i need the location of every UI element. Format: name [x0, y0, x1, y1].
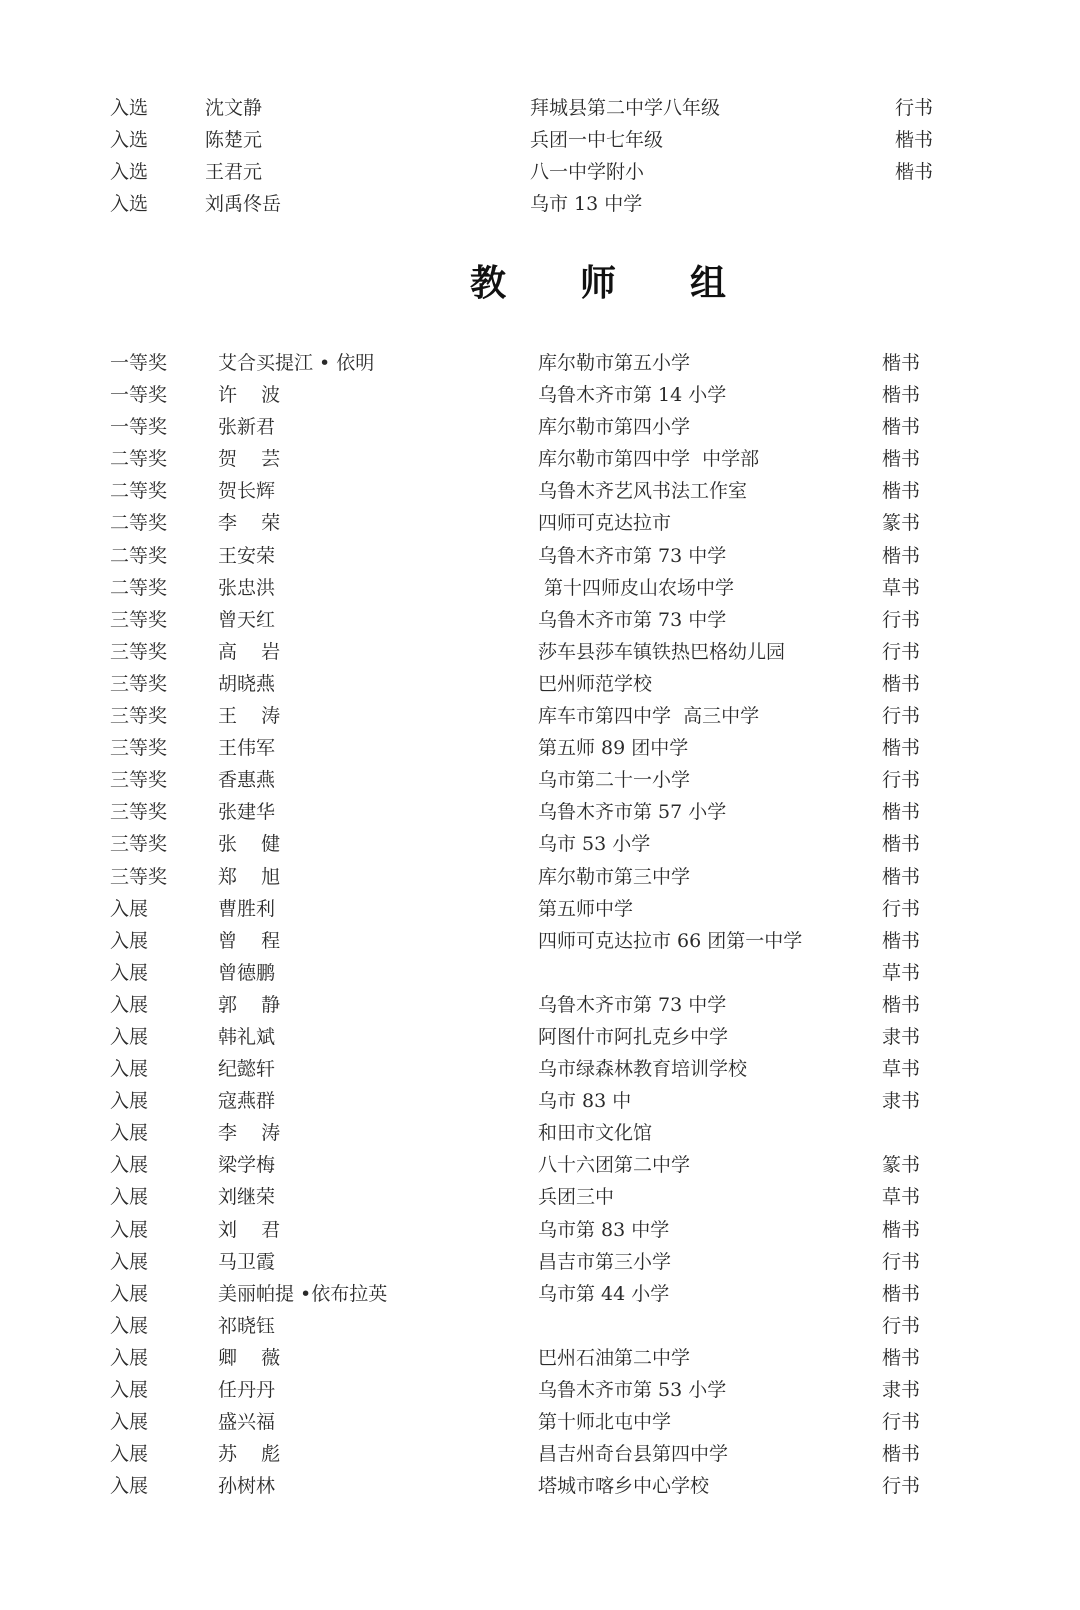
award-level: 入展 [110, 961, 149, 984]
school-name: 兵团三中 [538, 1186, 615, 1209]
list-item [110, 156, 950, 188]
winner-name: 刘禹佟岳 [205, 193, 282, 215]
calligraphy-style: 楷书 [882, 737, 921, 760]
list-item [110, 700, 950, 732]
calligraphy-style: 行书 [882, 1250, 921, 1273]
list-item [110, 668, 950, 700]
winner-name: 胡晓燕 [218, 672, 276, 695]
winner-name: 王安荣 [218, 544, 276, 567]
list-item [110, 828, 950, 860]
school-name: 乌鲁木齐市第 73 中学 [538, 544, 727, 567]
calligraphy-style: 行书 [882, 640, 921, 663]
school-name: 第十师北屯中学 [538, 1411, 672, 1434]
school-name: 乌市第 83 中学 [538, 1218, 670, 1241]
school-name: 乌鲁木齐市第 53 小学 [538, 1379, 727, 1401]
calligraphy-style: 楷书 [895, 129, 934, 151]
school-name: 库尔勒市第四中学 中学部 [538, 448, 760, 471]
winner-name: 任丹丹 [218, 1379, 276, 1401]
list-item [110, 1053, 950, 1085]
list-item [110, 124, 950, 156]
award-level: 入展 [110, 1218, 149, 1241]
calligraphy-style: 草书 [882, 1186, 921, 1209]
winner-name: 王伟军 [218, 737, 276, 760]
award-level: 入选 [110, 193, 149, 215]
award-level: 入展 [110, 1186, 149, 1209]
student-award-list [110, 92, 950, 220]
winner-name: 盛兴福 [218, 1411, 276, 1434]
award-level: 入展 [110, 1282, 149, 1305]
school-name: 库尔勒市第五小学 [538, 352, 691, 374]
winner-name: 寇燕群 [218, 1090, 276, 1113]
list-item [110, 1181, 950, 1213]
award-level: 入展 [110, 1379, 149, 1401]
calligraphy-style: 行书 [882, 1411, 921, 1434]
award-level: 入选 [110, 161, 149, 183]
school-name: 乌市 83 中 [538, 1090, 632, 1113]
award-level: 入展 [110, 1314, 149, 1337]
school-name: 乌鲁木齐市第 57 小学 [538, 801, 727, 824]
award-level: 入展 [110, 1090, 149, 1113]
list-item [110, 1406, 950, 1438]
award-level: 三等奖 [110, 705, 168, 728]
winner-name: 香惠燕 [218, 769, 276, 792]
winner-name: 郑 旭 [218, 865, 281, 888]
award-level: 入展 [110, 897, 149, 920]
winner-name: 郭 静 [218, 993, 281, 1016]
award-level: 一等奖 [110, 352, 168, 374]
list-item [110, 1085, 950, 1117]
list-item [110, 764, 950, 796]
award-level: 二等奖 [110, 512, 168, 535]
school-name: 巴州石油第二中学 [538, 1346, 691, 1369]
award-level: 二等奖 [110, 544, 168, 567]
calligraphy-style: 行书 [882, 608, 921, 631]
winner-name: 陈楚元 [205, 129, 263, 151]
school-name: 塔城市喀乡中心学校 [538, 1475, 710, 1498]
school-name: 阿图什市阿扎克乡中学 [538, 1025, 729, 1048]
school-name: 乌市第二十一小学 [538, 769, 691, 792]
winner-name: 沈文静 [205, 97, 263, 119]
winner-name: 曾天红 [218, 608, 276, 631]
award-level: 三等奖 [110, 672, 168, 695]
award-level: 入选 [110, 97, 149, 119]
calligraphy-style: 草书 [882, 961, 921, 984]
calligraphy-style: 行书 [882, 1475, 921, 1498]
school-name: 乌市 13 中学 [530, 193, 643, 215]
calligraphy-style: 楷书 [882, 929, 921, 952]
winner-name: 王 涛 [218, 705, 281, 728]
calligraphy-style: 篆书 [882, 512, 921, 535]
calligraphy-style: 行书 [895, 97, 934, 119]
calligraphy-style: 楷书 [882, 1218, 921, 1241]
section-title-teacher-group [0, 258, 1080, 308]
list-item [110, 443, 950, 475]
winner-name: 孙树林 [218, 1475, 276, 1498]
calligraphy-style: 楷书 [882, 384, 921, 407]
award-level: 三等奖 [110, 608, 168, 631]
list-item [110, 925, 950, 957]
winner-name: 许 波 [218, 384, 281, 407]
award-level: 一等奖 [110, 416, 168, 439]
list-item [110, 1374, 950, 1406]
award-level: 入选 [110, 129, 149, 151]
list-item [110, 1342, 950, 1374]
award-level: 入展 [110, 1058, 149, 1081]
calligraphy-style: 篆书 [882, 1154, 921, 1177]
title-char: 师 [580, 262, 617, 304]
calligraphy-style: 楷书 [895, 161, 934, 183]
winner-name: 祁晓钰 [218, 1314, 276, 1337]
calligraphy-style: 草书 [882, 1058, 921, 1081]
calligraphy-style: 草书 [882, 576, 921, 599]
school-name: 莎车县莎车镇铁热巴格幼儿园 [538, 640, 786, 663]
school-name: 库车市第四中学 高三中学 [538, 705, 760, 728]
winner-name: 曾 程 [218, 929, 281, 952]
school-name: 乌市第 44 小学 [538, 1282, 670, 1305]
calligraphy-style: 楷书 [882, 352, 921, 374]
school-name: 库尔勒市第三中学 [538, 865, 691, 888]
school-name: 乌鲁木齐艺风书法工作室 [538, 480, 748, 503]
calligraphy-style: 隶书 [882, 1379, 921, 1401]
list-item [110, 1021, 950, 1053]
award-level: 三等奖 [110, 737, 168, 760]
school-name: 第十四师皮山农场中学 [538, 576, 735, 599]
winner-name: 李 涛 [218, 1122, 281, 1145]
list-item [110, 572, 950, 604]
list-item [110, 861, 950, 893]
winner-name: 艾合买提江 • 依明 [218, 352, 375, 374]
list-item [110, 957, 950, 989]
calligraphy-style: 楷书 [882, 1443, 921, 1466]
award-level: 入展 [110, 929, 149, 952]
list-item [110, 507, 950, 539]
calligraphy-style: 行书 [882, 769, 921, 792]
list-item [110, 1246, 950, 1278]
calligraphy-style: 楷书 [882, 416, 921, 439]
calligraphy-style: 隶书 [882, 1090, 921, 1113]
school-name: 四师可克达拉市 66 团第一中学 [538, 929, 803, 952]
winner-name: 曾德鹏 [218, 961, 276, 984]
list-item [110, 636, 950, 668]
award-level: 二等奖 [110, 576, 168, 599]
list-item [110, 1117, 950, 1149]
winner-name: 李 荣 [218, 512, 281, 535]
list-item [110, 540, 950, 572]
calligraphy-style: 楷书 [882, 448, 921, 471]
teacher-award-list [110, 347, 950, 1502]
school-name: 乌鲁木齐市第 14 小学 [538, 384, 727, 407]
school-name: 乌鲁木齐市第 73 中学 [538, 993, 727, 1016]
winner-name: 贺 芸 [218, 448, 281, 471]
winner-name: 苏 彪 [218, 1443, 281, 1466]
award-level: 二等奖 [110, 480, 168, 503]
list-item [110, 893, 950, 925]
school-name: 乌市 53 小学 [538, 833, 651, 856]
award-level: 一等奖 [110, 384, 168, 407]
list-item [110, 1470, 950, 1502]
award-level: 入展 [110, 1411, 149, 1434]
winner-name: 马卫霞 [218, 1250, 276, 1273]
calligraphy-style: 楷书 [882, 801, 921, 824]
winner-name: 王君元 [205, 161, 263, 183]
calligraphy-style: 楷书 [882, 1346, 921, 1369]
award-level: 入展 [110, 1250, 149, 1273]
school-name: 拜城县第二中学八年级 [530, 97, 721, 119]
award-level: 入展 [110, 1443, 149, 1466]
award-level: 入展 [110, 1025, 149, 1048]
school-name: 第五师中学 [538, 897, 634, 920]
list-item [110, 1438, 950, 1470]
award-level: 三等奖 [110, 640, 168, 663]
list-item [110, 188, 950, 220]
winner-name: 卿 薇 [218, 1346, 281, 1369]
calligraphy-style: 楷书 [882, 865, 921, 888]
list-item [110, 411, 950, 443]
school-name: 库尔勒市第四小学 [538, 416, 691, 439]
winner-name: 张 健 [218, 833, 281, 856]
winner-name: 刘继荣 [218, 1186, 276, 1209]
winner-name: 纪懿轩 [218, 1058, 276, 1081]
award-level: 三等奖 [110, 769, 168, 792]
list-item [110, 1149, 950, 1181]
winner-name: 张忠洪 [218, 576, 276, 599]
calligraphy-style: 楷书 [882, 544, 921, 567]
winner-name: 张新君 [218, 416, 276, 439]
award-level: 二等奖 [110, 448, 168, 471]
winner-name: 贺长辉 [218, 480, 276, 503]
school-name: 昌吉市第三小学 [538, 1250, 672, 1273]
school-name: 四师可克达拉市 [538, 512, 672, 535]
list-item [110, 475, 950, 507]
winner-name: 刘 君 [218, 1218, 281, 1241]
school-name: 八十六团第二中学 [538, 1154, 691, 1177]
school-name: 乌市绿森林教育培训学校 [538, 1058, 748, 1081]
award-level: 入展 [110, 1122, 149, 1145]
calligraphy-style: 楷书 [882, 672, 921, 695]
school-name: 昌吉州奇台县第四中学 [538, 1443, 729, 1466]
award-level: 入展 [110, 1475, 149, 1498]
calligraphy-style: 楷书 [882, 993, 921, 1016]
award-level: 三等奖 [110, 865, 168, 888]
winner-name: 曹胜利 [218, 897, 276, 920]
school-name: 兵团一中七年级 [530, 129, 664, 151]
winner-name: 美丽帕提 •依布拉英 [218, 1282, 388, 1305]
award-level: 三等奖 [110, 801, 168, 824]
calligraphy-style: 楷书 [882, 480, 921, 503]
calligraphy-style: 隶书 [882, 1025, 921, 1048]
list-item [110, 347, 950, 379]
title-char: 教 [470, 262, 507, 304]
list-item [110, 989, 950, 1021]
calligraphy-style: 行书 [882, 897, 921, 920]
school-name: 巴州师范学校 [538, 672, 653, 695]
list-item [110, 92, 950, 124]
calligraphy-style: 行书 [882, 1314, 921, 1337]
winner-name: 张建华 [218, 801, 276, 824]
title-char: 组 [690, 262, 727, 304]
award-level: 三等奖 [110, 833, 168, 856]
school-name: 八一中学附小 [530, 161, 645, 183]
list-item [110, 732, 950, 764]
award-level: 入展 [110, 1154, 149, 1177]
award-level: 入展 [110, 1346, 149, 1369]
list-item [110, 1278, 950, 1310]
calligraphy-style: 楷书 [882, 833, 921, 856]
list-item [110, 604, 950, 636]
list-item [110, 1214, 950, 1246]
calligraphy-style: 楷书 [882, 1282, 921, 1305]
winner-name: 梁学梅 [218, 1154, 276, 1177]
winner-name: 高 岩 [218, 640, 281, 663]
winner-name: 韩礼斌 [218, 1025, 276, 1048]
list-item [110, 379, 950, 411]
award-level: 入展 [110, 993, 149, 1016]
school-name: 第五师 89 团中学 [538, 737, 689, 760]
calligraphy-style: 行书 [882, 705, 921, 728]
school-name: 和田市文化馆 [538, 1122, 653, 1145]
school-name: 乌鲁木齐市第 73 中学 [538, 608, 727, 631]
list-item [110, 796, 950, 828]
list-item [110, 1310, 950, 1342]
